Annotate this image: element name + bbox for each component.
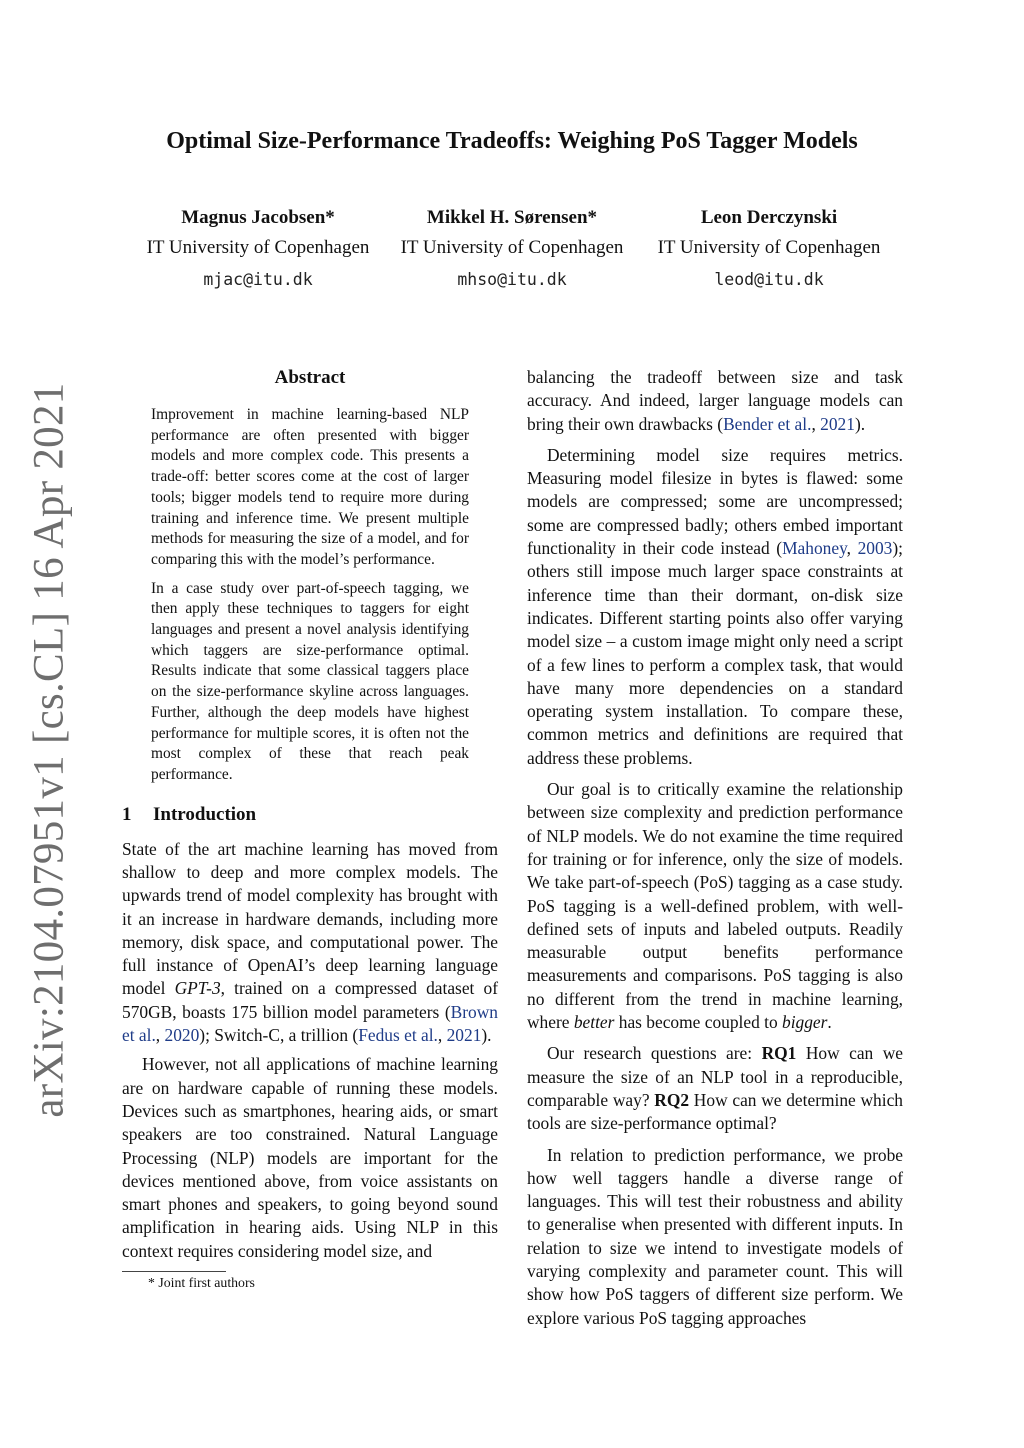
- section-title: Introduction: [153, 803, 257, 825]
- right-paragraph-4: Our research questions are: RQ1 How can we measure the size of an NLP tool in a reproducible, comparable way? RQ2 How can we determine which tools are size-performance optimal?: [527, 1043, 903, 1134]
- rq2-label: RQ2: [654, 1089, 690, 1110]
- left-column: [122, 364, 498, 1294]
- author-email[interactable]: leod@itu.dk: [714, 270, 824, 289]
- author-block-3: [629, 204, 909, 296]
- citation-mahoney-2003-year[interactable]: 2003: [857, 538, 893, 559]
- author-affiliation: IT University of Copenhagen: [657, 237, 881, 258]
- section-number: 1: [122, 803, 132, 825]
- abstract-paragraph-2: In a case study over part-of-speech tagging, we then apply these techniques to taggers for eight languages and present a novel analysis identifying which taggers are size-performance optimal. Results indicate that some classical taggers place on the size-performance skyline across languages. Further, although the deep models have highest performance for multiple scores, it is often not the most complex of these that reach peak performance.: [151, 579, 469, 783]
- gpt3-emphasis: GPT-3: [174, 978, 221, 999]
- footnote: * Joint first authors: [148, 1275, 255, 1290]
- citation-fedus-2021[interactable]: Fedus et al.: [358, 1025, 438, 1046]
- arxiv-identifier: arXiv:2104.07951v1 [cs.CL] 16 Apr 2021: [25, 382, 73, 1118]
- citation-mahoney-2003[interactable]: Mahoney: [782, 538, 847, 559]
- author-email[interactable]: mjac@itu.dk: [203, 270, 313, 289]
- author-email[interactable]: mhso@itu.dk: [457, 270, 567, 289]
- author-name: Magnus Jacobsen*: [181, 207, 335, 228]
- intro-paragraph-1: State of the art machine learning has moved from shallow to deep and more complex models. The upwards trend of model complexity has brought with it an increase in hardware demands, including more memory, disk space, and computational power. The full instance of OpenAI’s deep learning language model GPT-3, trained on a compressed dataset of 570GB, boasts 175 billion model parameters (Brown et al., 2020); Switch-C, a trillion (Fedus et al., 2021).: [122, 838, 498, 1046]
- author-name: Mikkel H. Sørensen*: [426, 207, 598, 228]
- author-affiliation: IT University of Copenhagen: [146, 237, 370, 258]
- citation-fedus-2021-year[interactable]: 2021: [446, 1025, 482, 1046]
- author-affiliation: IT University of Copenhagen: [400, 237, 624, 258]
- right-paragraph-2: Determining model size requires metrics. Measuring model filesize in bytes is flawed: some models are compressed; some are uncompressed; some are compressed badly; others embed important functionality in their code instead (Mahoney, 2003); others still impose much larger space constraints at inference time than their dormant, on-disk size indicates. Different starting points also offer varying model size – a custom image might only need a script of a few lines to perform a complex task, that would have many more dependencies on a standard operating system installation. To compare these, common metrics and definitions are required that address these problems.: [527, 444, 903, 768]
- abstract-paragraph-1: Improvement in machine learning-based NLP performance are often presented with bigger models and more complex code. This presents a trade-off: better scores come at the cost of larger tools; bigger models tend to require more during training and inference time. We present multiple methods for measuring the size of a model, and for comparing this with the model’s performance.: [151, 406, 469, 568]
- better-emphasis: better: [573, 1012, 615, 1033]
- right-paragraph-3: Our goal is to critically examine the relationship between size complexity and prediction performance of NLP models. We do not examine the time required for training or for inference, only the size of models. We take part-of-speech (PoS) tagging as a case study. PoS tagging is a well-defined problem, with well-defined sets of inputs and labeled outputs. Readily measurable output benefits performance measurements and comparisons. PoS tagging is also no different from the trend in machine learning, where better has become coupled to bigger.: [527, 779, 903, 1033]
- author-block-1: [118, 204, 398, 296]
- arxiv-side-label: [18, 382, 80, 1118]
- right-paragraph-5: In relation to prediction performance, we probe how well taggers handle a diverse range of languages. This will test their robustness and ability to generalise when presented with different inputs. In relation to size we intend to investigate models of varying complexity and parameter count. This will show how PoS taggers of different size perform. We explore various PoS tagging approaches: [527, 1144, 903, 1328]
- abstract-heading: Abstract: [274, 367, 346, 388]
- citation-bender-2021[interactable]: Bender et al.: [723, 413, 812, 434]
- citation-brown-2020-year[interactable]: 2020: [164, 1025, 200, 1046]
- citation-brown-2020[interactable]: Brown et al.: [122, 1001, 498, 1046]
- author-block-2: [372, 204, 652, 296]
- paper-title: Optimal Size-Performance Tradeoffs: Weighing PoS Tagger Models: [166, 128, 858, 154]
- bigger-emphasis: bigger: [782, 1012, 828, 1033]
- citation-bender-2021-year[interactable]: 2021: [820, 413, 855, 434]
- section-heading-introduction: [122, 802, 498, 828]
- rq1-label: RQ1: [761, 1043, 797, 1064]
- right-paragraph-1: balancing the tradeoff between size and task accuracy. And indeed, larger language models can bring their own drawbacks (Bender et al., 2021).: [527, 367, 903, 434]
- intro-paragraph-2: However, not all applications of machine learning are on hardware capable of running these models. Devices such as smartphones, hearing aids, or smart speakers are too constrained. Natural Language Processing (NLP) models are important for the devices mentioned above, from voice assistants on smart phones and speakers, to going beyond sound amplification in hearing aids. Using NLP in this context requires considering model size, and: [122, 1054, 498, 1261]
- author-name: Leon Derczynski: [700, 207, 838, 228]
- abstract-body: [151, 405, 469, 786]
- right-column: [527, 366, 903, 1330]
